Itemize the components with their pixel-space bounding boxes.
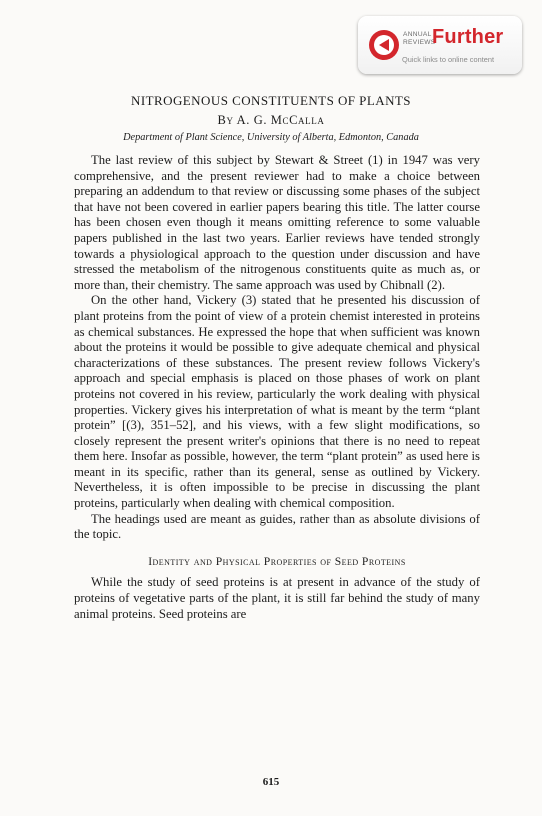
paragraph: On the other hand, Vickery (3) stated that he presented his discussion of plant proteins from the point of view of a protein chemist interested in proteins as chemical substances. He expressed the hope that when sufficient was known about the proteins it would be possible to give adequate chemical and physical characterizations of these substances. The present review follows Vickery's approach and special emphasis is placed on those phases of work on plant proteins not covered in his review, particularly the work dealing with physical properties. Vickery gives his interpretation of what is meant by the term “plant protein” [(3), 351–52], and his views, with a few slight modifications, so closely represent the present writer's opinions that there is no need to repeat them here. Insofar as possible, however, the term “plant protein” as used here is meant in its specific, rather than its general, sense as outlined by Vickery. Nevertheless, it is often impossible to be precise in discussing the plant proteins, particularly when dealing with chemical composition. xyxy=(74,293,480,511)
article-affiliation: Department of Plant Science, University of Alberta, Edmonton, Canada xyxy=(123,132,419,143)
annual-reviews-label: ANNUAL REVIEWS xyxy=(403,31,436,46)
article-title: NITROGENOUS CONSTITUENTS OF PLANTS xyxy=(130,93,411,108)
paragraph: The headings used are meant as guides, rather than as absolute divisions of the topic. xyxy=(74,511,480,542)
play-arrow-icon xyxy=(368,29,400,61)
paragraph: The last review of this subject by Stewart & Street (1) in 1947 was very comprehensive, and the present reviewer had to make a choice between preparing an addendum to that review or discussing some phases of the subject that have not been covered in earlier papers bearing this title. The latter course has been chosen even though it means omitting reference to some valuable papers published in the last two years. Earlier reviews have tended strongly towards a physiological approach to the question under discussion and have stressed the metabolism of the nitrogenous constituents quite as much as, or more than, their chemistry. The same approach was used by Chibnall (2). xyxy=(74,153,480,292)
section-heading: Identity and Physical Properties of Seed Proteins xyxy=(148,554,406,568)
paragraph: While the study of seed proteins is at present in advance of the study of proteins of vegetative parts of the plant, it is still far behind the study of many animal proteins. Seed proteins are xyxy=(74,575,480,621)
further-badge-link[interactable] xyxy=(358,16,522,74)
page-number: 615 xyxy=(262,776,280,788)
badge-subtitle: Quick links to online content xyxy=(402,55,495,64)
further-label: Further xyxy=(432,26,504,48)
article-author: By A. G. McCalla xyxy=(217,113,325,127)
article-body xyxy=(74,153,480,622)
